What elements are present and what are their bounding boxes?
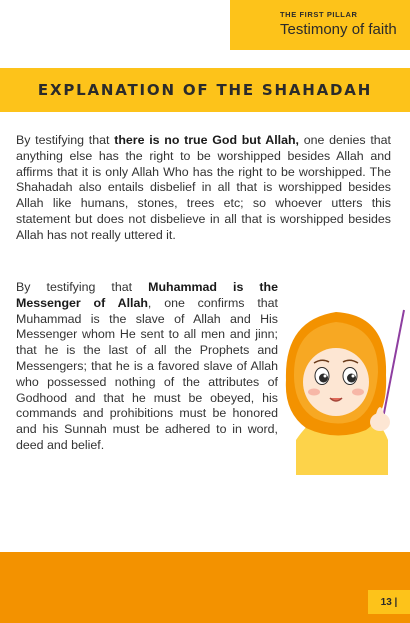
p2-text-b: , one confirms that Muhammad is the slave of Allah and His Messenger whom He sent to all men and jinn; that he is the last of all the Prophets and Messengers; that he is a favored slave of Allah who possessed nothing of the attributes of Godhood and that he must be obeyed, his commands and prohibitions must be honored and his Sunnah must be adhered to in word, deed and belief.: [16, 295, 278, 452]
page-number-tab: [368, 590, 410, 614]
chapter-title: Testimony of faith: [280, 21, 397, 38]
chapter-tag: [230, 0, 410, 50]
chapter-label: THE FIRST PILLAR: [280, 10, 358, 19]
p2-text-a: By testifying that: [16, 280, 149, 294]
p1-text-b: one denies that anything else has the right to be worshipped besides Allah and affirms that it is only Allah Who has the right to be worshipped. The Shahadah also entails disbelief in all that is worshipped besides Allah like humans, stones, trees etc; so whoever utters this statement but does not disbelieve in all that is worshipped besides Allah has not really uttered it.: [16, 133, 391, 242]
p2-bold-text: Muhammad is the Messenger of Allah: [16, 280, 278, 310]
paragraph-first: [16, 133, 391, 244]
section-title: EXPLANATION OF THE SHAHADAH: [37, 81, 373, 99]
girl-illustration: [276, 290, 406, 475]
paragraph-second: [16, 280, 278, 454]
p1-text-a: By testifying that: [16, 133, 115, 147]
p1-bold-text: there is no true God but Allah,: [114, 133, 299, 147]
section-banner: [0, 68, 410, 112]
footer-band: [0, 552, 410, 623]
page-number: 13 |: [380, 596, 398, 608]
